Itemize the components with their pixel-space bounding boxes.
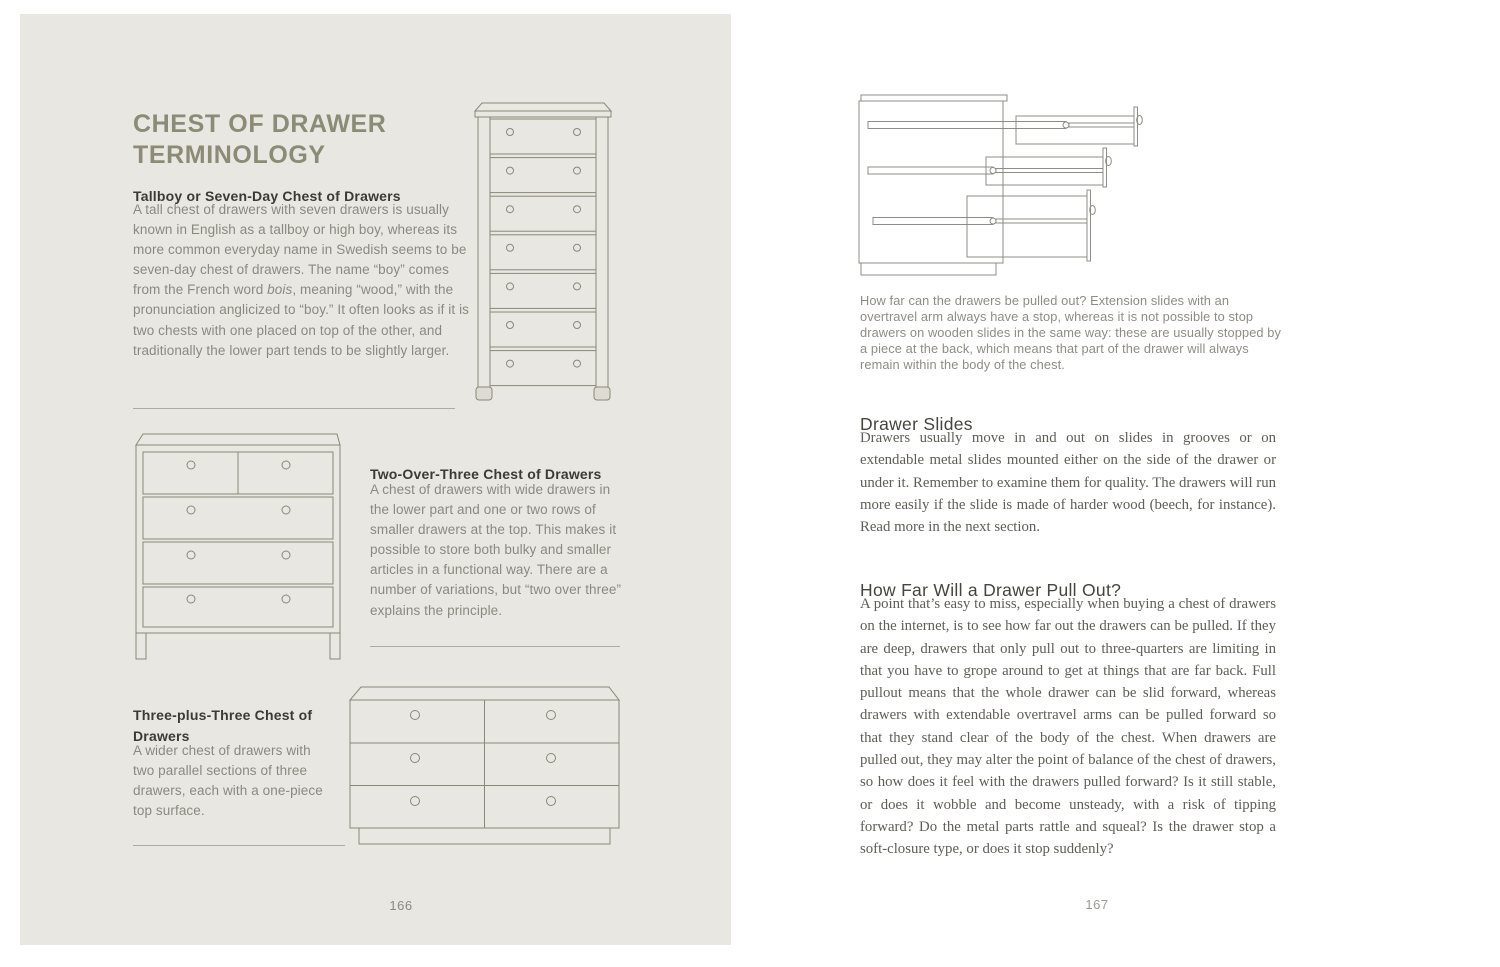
- pull-out-heading: How Far Will a Drawer Pull Out?: [860, 579, 1122, 600]
- two-over-three-chest-illustration: [133, 431, 344, 661]
- tallboy-body: [133, 200, 473, 361]
- two-over-three-heading: Two-Over-Three Chest of Drawers: [370, 465, 602, 482]
- tallboy-chest-illustration: [468, 100, 618, 412]
- right-page-number: 167: [1085, 897, 1109, 912]
- drawer-slides-heading: Drawer Slides: [860, 413, 973, 434]
- diagram-caption: How far can the drawers be pulled out? Extension slides with an overtravel arm always have a stop, whereas it is not possible to stop drawers on wooden slides in the same way: these are usually stopped by a piece at the back, which means that part of the drawer will always remain within the body of the chest.: [860, 293, 1281, 372]
- left-page-number: 166: [389, 898, 413, 913]
- three-plus-three-heading: Three-plus-Three Chest of Drawers: [133, 706, 313, 744]
- drawer-slides-diagram-illustration: [855, 90, 1145, 282]
- divider-rule-2: [370, 646, 620, 647]
- left-page: [20, 14, 731, 945]
- tallboy-heading: Tallboy or Seven-Day Chest of Drawers: [133, 187, 401, 204]
- divider-rule-3: [133, 845, 345, 846]
- three-plus-three-chest-illustration: [348, 685, 621, 847]
- tallboy-body-part2: , meaning “wood,” with the pronunciation anglicized to “boy.” It often looks as if it is two chests with one placed on top of the other, and traditionally the lower part tends to be slightly larger.: [133, 282, 470, 358]
- two-over-three-body: A chest of drawers with wide drawers in the lower part and one or two rows of smaller drawers at the top. This makes it possible to store both bulky and smaller articles in a functional way. There are a number of variations, but “two over three” explains the principle.: [370, 482, 622, 618]
- tallboy-body-part1: A tall chest of drawers with seven drawers is usually known in English as a tallboy or high boy, whereas its more common everyday name in Swedish seems to be seven-day chest of drawers. The name “boy” comes from the French word: [133, 202, 467, 298]
- divider-rule-1: [133, 408, 455, 409]
- drawer-slides-body: Drawers usually move in and out on slides in grooves or on extendable metal slides mounted either on the side of the drawer or under it. Remember to examine them for quality. The drawers will run more easily if the slide is made of harder wood (beech, for instance). Read more in the next section.: [860, 430, 1276, 536]
- pull-out-body: A point that’s easy to miss, especially when buying a chest of drawers on the internet, is to see how far out the drawers can be pulled. If they are deep, drawers that only pull out to three-quarters are limiting in that you have to grope around to get at things that are far back. Full pullout means that the whole drawer can be slid forward, whereas drawers with extendable overtravel arms can be pulled forward so that they stand clear of the body of the chest. When drawers are pulled out, they may alter the point of balance of the chest of drawers, so how does it feel with the drawers pulled forward? Is it still stable, or does it wobble and become unsteady, with a risk of tipping forward? Do the metal parts rattle and squeal? Is the drawer stop a soft-closure type, or does it stop suddenly?: [860, 596, 1276, 858]
- page-title: CHEST OF DRAWER TERMINOLOGY: [133, 109, 387, 169]
- three-plus-three-body: A wider chest of drawers with two parallel sections of three drawers, each with a one-piece top surface.: [133, 743, 323, 819]
- tallboy-knobs: [507, 129, 581, 368]
- tallboy-body-italic-word: bois: [267, 282, 293, 298]
